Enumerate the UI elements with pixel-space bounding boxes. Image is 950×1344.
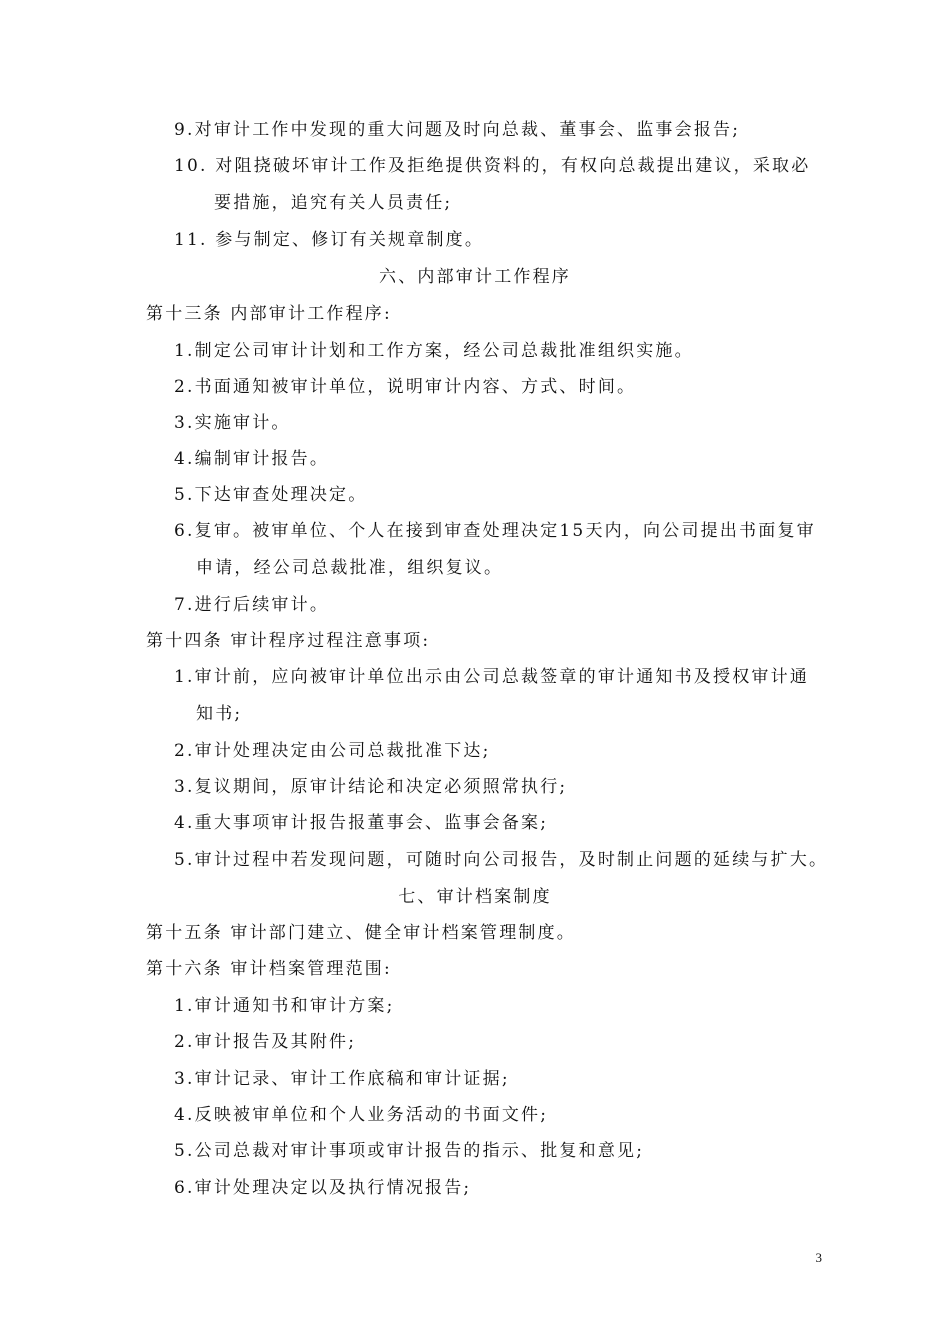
procedure-item-3: 3.实施审计。: [174, 413, 291, 433]
list-item-9: 9.对审计工作中发现的重大问题及时向总裁、董事会、监事会报告;: [174, 120, 741, 140]
list-item-10: 10. 对阻挠破坏审计工作及拒绝提供资料的，有权向总裁提出建议，采取必: [174, 156, 811, 176]
archive-item-3: 3.审计记录、审计工作底稿和审计证据;: [174, 1069, 510, 1089]
notice-item-1: 1.审计前，应向被审计单位出示由公司总裁签章的审计通知书及授权审计通: [174, 667, 810, 687]
procedure-item-1: 1.制定公司审计计划和工作方案，经公司总裁批准组织实施。: [174, 341, 694, 361]
notice-item-5: 5.审计过程中若发现问题，可随时向公司报告，及时制止问题的延续与扩大。: [174, 850, 829, 870]
procedure-item-7: 7.进行后续审计。: [174, 595, 330, 615]
section-heading-7: 七、审计档案制度: [398, 887, 552, 907]
article-13: 第十三条 内部审计工作程序:: [146, 304, 392, 324]
archive-item-1: 1.审计通知书和审计方案;: [174, 996, 395, 1016]
archive-item-4: 4.反映被审单位和个人业务活动的书面文件;: [174, 1105, 549, 1125]
procedure-item-4: 4.编制审计报告。: [174, 449, 330, 469]
notice-item-2: 2.审计处理决定由公司总裁批准下达;: [174, 741, 491, 761]
notice-item-3: 3.复议期间，原审计结论和决定必须照常执行;: [174, 777, 568, 797]
notice-item-1-continuation: 知书;: [196, 704, 243, 724]
procedure-item-2: 2.书面通知被审计单位，说明审计内容、方式、时间。: [174, 377, 637, 397]
article-14: 第十四条 审计程序过程注意事项:: [146, 631, 431, 651]
list-item-10-continuation: 要措施，追究有关人员责任;: [214, 193, 453, 213]
article-15: 第十五条 审计部门建立、健全审计档案管理制度。: [146, 923, 577, 943]
archive-item-5: 5.公司总裁对审计事项或审计报告的指示、批复和意见;: [174, 1141, 645, 1161]
archive-item-6: 6.审计处理决定以及执行情况报告;: [174, 1178, 472, 1198]
procedure-item-5: 5.下达审查处理决定。: [174, 485, 368, 505]
section-heading-6: 六、内部审计工作程序: [379, 267, 571, 287]
archive-item-2: 2.审计报告及其附件;: [174, 1032, 357, 1052]
procedure-item-6: 6.复审。被审单位、个人在接到审查处理决定15天内，向公司提出书面复审: [174, 521, 816, 541]
procedure-item-6-continuation: 申请，经公司总裁批准，组织复议。: [196, 558, 504, 578]
article-16: 第十六条 审计档案管理范围:: [146, 959, 392, 979]
notice-item-4: 4.重大事项审计报告报董事会、监事会备案;: [174, 813, 549, 833]
list-item-11: 11. 参与制定、修订有关规章制度。: [174, 230, 485, 250]
page-number: 3: [815, 1250, 822, 1265]
